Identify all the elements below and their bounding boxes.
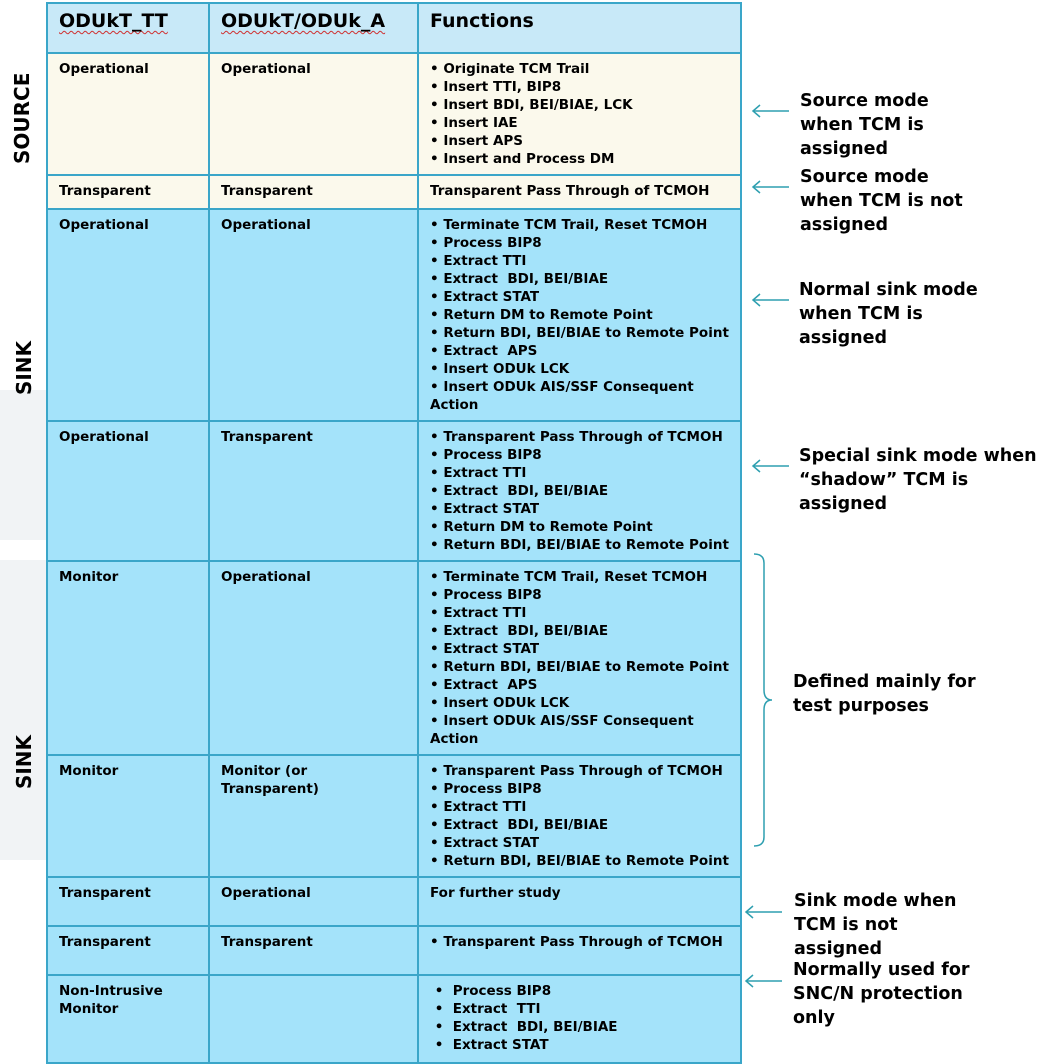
table-row: [47, 926, 741, 975]
function-item: • Extract TTI: [430, 605, 527, 621]
function-item: • Extract BDI, BEI/BIAE: [430, 483, 609, 499]
function-item: • Process BIP8: [430, 983, 552, 999]
note-normal-sink: Normal sink mode when TCM is assigned: [799, 280, 978, 348]
cell-odukt-oduk-a: Operational: [209, 209, 418, 421]
sink-label-1: SINK: [12, 340, 36, 396]
function-item: • Return BDI, BEI/BIAE to Remote Point: [430, 659, 729, 675]
left-arrow-icon: [750, 180, 790, 194]
left-arrow-icon: [743, 974, 783, 988]
cell-odukt-tt: Operational: [47, 421, 209, 561]
function-item: • Terminate TCM Trail, Reset TCMOH: [430, 569, 708, 585]
table-row: [47, 175, 741, 209]
left-arrow-icon: [750, 104, 790, 118]
right-brace-icon: [752, 553, 776, 847]
watermark-strip: [0, 390, 48, 540]
note-snc-protection: Normally used for SNC/N protection only: [793, 960, 970, 1028]
function-item: • Extract TTI: [430, 799, 527, 815]
function-item: • Extract APS: [430, 677, 538, 693]
header-row: [47, 3, 741, 53]
function-item: • Insert ODUk LCK: [430, 361, 570, 377]
note-special-sink: Special sink mode when “shadow” TCM is assigned: [799, 446, 1037, 514]
function-item: • Insert TTI, BIP8: [430, 79, 562, 95]
note-source-not-assigned: Source mode when TCM is not assigned: [800, 167, 963, 235]
function-item: Transparent Pass Through of TCMOH: [430, 183, 710, 199]
cell-odukt-tt: Monitor: [47, 561, 209, 755]
left-arrow-icon: [750, 293, 790, 307]
note-source-assigned: Source mode when TCM is assigned: [800, 91, 929, 159]
cell-functions: [418, 877, 741, 926]
cell-odukt-tt: Operational: [47, 53, 209, 175]
cell-functions: [418, 421, 741, 561]
cell-functions: [418, 755, 741, 877]
cell-functions: [418, 175, 741, 209]
table-row: [47, 561, 741, 755]
function-item: • Extract STAT: [430, 641, 540, 657]
function-item: • Process BIP8: [430, 447, 542, 463]
cell-odukt-tt: Transparent: [47, 877, 209, 926]
cell-odukt-oduk-a: Operational: [209, 561, 418, 755]
cell-odukt-oduk-a: [209, 975, 418, 1063]
function-item: For further study: [430, 885, 561, 901]
left-arrow-icon: [750, 459, 790, 473]
note-sink-not-assigned: Sink mode when TCM is not assigned: [794, 891, 957, 959]
table-row: [47, 877, 741, 926]
function-item: • Extract APS: [430, 343, 538, 359]
function-item: • Insert and Process DM: [430, 151, 615, 167]
function-item: • Originate TCM Trail: [430, 61, 590, 77]
function-item: • Extract STAT: [430, 501, 540, 517]
function-item: • Insert ODUk AIS/SSF Consequent: [430, 379, 694, 395]
function-item: • Extract TTI: [430, 253, 527, 269]
function-item: • Extract TTI: [430, 465, 527, 481]
cell-odukt-oduk-a: Transparent: [209, 421, 418, 561]
function-item: • Transparent Pass Through of TCMOH: [430, 763, 723, 779]
table-row: [47, 755, 741, 877]
cell-functions: [418, 926, 741, 975]
cell-odukt-oduk-a: Transparent: [209, 175, 418, 209]
function-item: • Return BDI, BEI/BIAE to Remote Point: [430, 853, 729, 869]
function-item: • Extract BDI, BEI/BIAE: [430, 1019, 618, 1035]
cell-functions: [418, 561, 741, 755]
cell-odukt-oduk-a: Transparent: [209, 926, 418, 975]
cell-odukt-tt: Transparent: [47, 926, 209, 975]
table-row: [47, 421, 741, 561]
header-functions: Functions: [418, 3, 741, 53]
function-item: • Extract TTI: [430, 1001, 541, 1017]
function-item: • Return DM to Remote Point: [430, 519, 653, 535]
table-row: [47, 209, 741, 421]
cell-functions: [418, 209, 741, 421]
cell-functions: [418, 975, 741, 1063]
function-item: • Return BDI, BEI/BIAE to Remote Point: [430, 325, 729, 341]
function-item: • Terminate TCM Trail, Reset TCMOH: [430, 217, 708, 233]
cell-odukt-oduk-a: Monitor (or Transparent): [209, 755, 418, 877]
sink-label-2: SINK: [12, 734, 36, 790]
tcm-modes-table: [46, 2, 742, 1064]
watermark-strip: [0, 560, 48, 860]
header-odukt-tt: ODUkT_TT: [47, 3, 209, 53]
left-arrow-icon: [743, 905, 783, 919]
note-test-purposes: Defined mainly for test purposes: [793, 672, 976, 716]
cell-odukt-tt: Transparent: [47, 175, 209, 209]
function-item: • Extract STAT: [430, 289, 540, 305]
function-item: • Insert IAE: [430, 115, 518, 131]
cell-odukt-tt: Operational: [47, 209, 209, 421]
function-item: • Process BIP8: [430, 235, 542, 251]
function-item: • Insert BDI, BEI/BIAE, LCK: [430, 97, 633, 113]
function-item: Action: [430, 397, 479, 413]
cell-odukt-oduk-a: Operational: [209, 877, 418, 926]
function-item: • Process BIP8: [430, 781, 542, 797]
function-item: • Extract BDI, BEI/BIAE: [430, 817, 609, 833]
table-row: [47, 53, 741, 175]
function-item: • Transparent Pass Through of TCMOH: [430, 934, 723, 950]
function-item: • Return DM to Remote Point: [430, 307, 653, 323]
function-item: • Process BIP8: [430, 587, 542, 603]
function-item: • Insert ODUk AIS/SSF Consequent: [430, 713, 694, 729]
function-item: • Extract BDI, BEI/BIAE: [430, 623, 609, 639]
header-odukt-oduk-a: ODUkT/ODUk_A: [209, 3, 418, 53]
function-item: Action: [430, 731, 479, 747]
function-item: • Insert ODUk LCK: [430, 695, 570, 711]
function-item: • Insert APS: [430, 133, 524, 149]
function-item: • Extract STAT: [430, 835, 540, 851]
function-item: • Extract BDI, BEI/BIAE: [430, 271, 609, 287]
cell-functions: [418, 53, 741, 175]
cell-odukt-oduk-a: Operational: [209, 53, 418, 175]
cell-odukt-tt: Monitor: [47, 755, 209, 877]
function-item: • Extract STAT: [430, 1037, 549, 1053]
table-row: [47, 975, 741, 1063]
cell-odukt-tt: Non-Intrusive Monitor: [47, 975, 209, 1063]
source-label: SOURCE: [10, 72, 34, 164]
function-item: • Transparent Pass Through of TCMOH: [430, 429, 723, 445]
function-item: • Return BDI, BEI/BIAE to Remote Point: [430, 537, 729, 553]
